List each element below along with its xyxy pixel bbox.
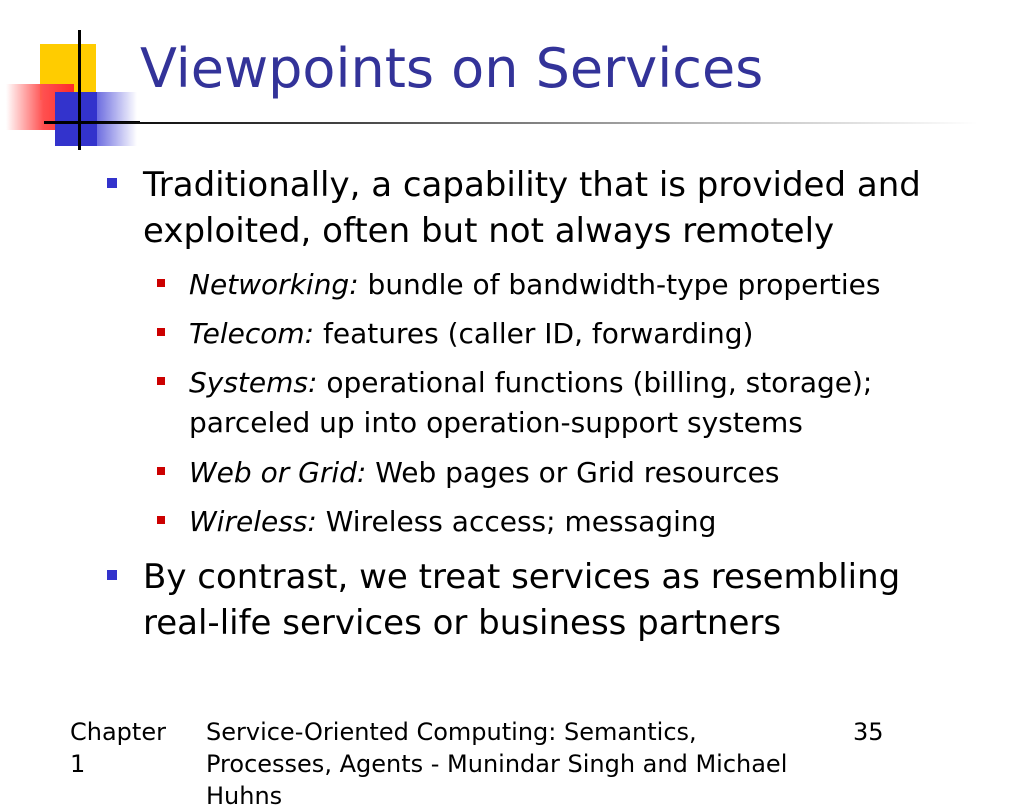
bullet-level2 <box>189 265 979 305</box>
footer-chapter: Chapter 1 <box>70 718 166 778</box>
bullet-term: Networking: <box>189 268 359 301</box>
bullet-term: Wireless: <box>189 505 317 538</box>
bullet-term: Systems: <box>189 366 318 399</box>
bullet-term: Web or Grid: <box>189 456 367 489</box>
bullet-text: bundle of bandwidth-type properties <box>358 268 881 301</box>
bullet-level2 <box>189 363 979 443</box>
bullet-marker-icon <box>157 377 165 385</box>
bullet-text: By contrast, we treat services as resembling real-life services or business partners <box>143 557 901 643</box>
bullet-marker-icon <box>157 328 165 336</box>
bullet-level1 <box>143 554 983 646</box>
logo-vertical-line <box>78 30 81 150</box>
bullet-text: Traditionally, a capability that is provided and exploited, often but not always remotely <box>143 165 921 251</box>
bullet-term: Telecom: <box>189 317 315 350</box>
bullet-text: features (caller ID, forwarding) <box>314 317 754 350</box>
bullet-level1 <box>143 162 983 254</box>
bullet-level2 <box>189 314 979 354</box>
slide-logo-decoration <box>0 0 140 160</box>
bullet-level2 <box>189 502 979 542</box>
bullet-level2 <box>189 453 979 493</box>
bullet-marker-icon <box>157 516 165 524</box>
title-divider <box>78 122 978 124</box>
footer-book-title: Service-Oriented Computing: Semantics, Processes, Agents - Munindar Singh and Michael Huhns <box>206 718 788 810</box>
bullet-text: Web pages or Grid resources <box>366 456 780 489</box>
bullet-marker-icon <box>157 467 165 475</box>
bullet-marker-icon <box>107 570 117 580</box>
bullet-marker-icon <box>107 178 117 188</box>
bullet-marker-icon <box>157 279 165 287</box>
logo-blue-fade <box>97 92 137 146</box>
logo-blue-square <box>55 92 97 146</box>
slide-title: Viewpoints on Services <box>140 37 764 100</box>
footer-page-number: 35 <box>853 718 884 746</box>
bullet-text: operational functions (billing, storage); parceled up into operation-support systems <box>189 366 873 439</box>
bullet-text: Wireless access; messaging <box>316 505 717 538</box>
